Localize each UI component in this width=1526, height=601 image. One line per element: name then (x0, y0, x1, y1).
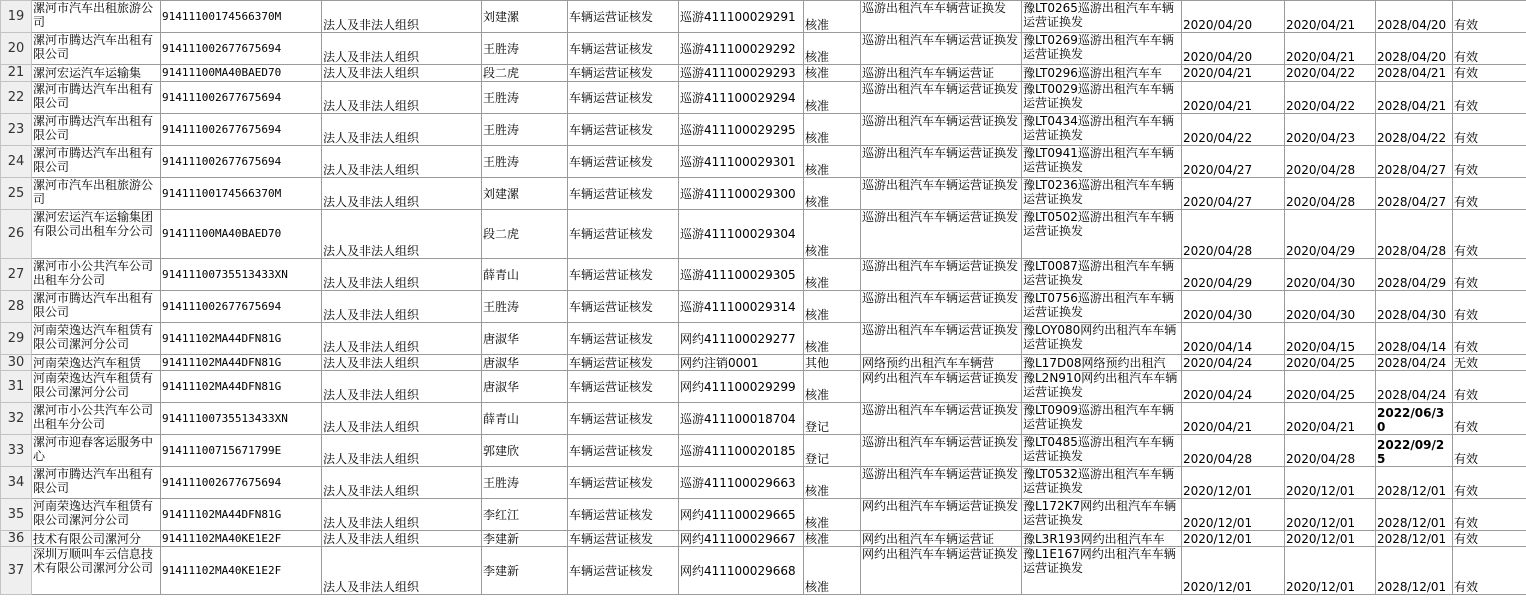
matter-cell[interactable]: 车辆运营证核发 (568, 114, 679, 146)
validity-cell[interactable]: 有效 (1453, 403, 1526, 435)
vehicle-cell[interactable]: 豫LT0485巡游出租汽车车辆运营证换发 (1022, 435, 1182, 467)
apply-date-cell[interactable]: 2020/12/01 (1182, 547, 1285, 595)
expiry-date-cell[interactable]: 2028/04/21 (1376, 65, 1453, 82)
matter-cell[interactable]: 车辆运营证核发 (568, 467, 679, 499)
row-header[interactable]: 35 (1, 499, 32, 531)
matter-cell[interactable]: 车辆运营证核发 (568, 435, 679, 467)
issue-date-cell[interactable]: 2020/04/22 (1285, 82, 1376, 114)
company-cell[interactable]: 漯河宏运汽车运输集 (32, 65, 161, 82)
matter-cell[interactable]: 车辆运营证核发 (568, 323, 679, 355)
apply-date-cell[interactable]: 2020/04/29 (1182, 259, 1285, 291)
status-cell[interactable]: 核准 (804, 371, 861, 403)
apply-date-cell[interactable]: 2020/12/01 (1182, 499, 1285, 531)
content-cell[interactable]: 网络预约出租汽车车辆营 (861, 355, 1022, 371)
org-type-cell[interactable]: 法人及非法人组织 (322, 291, 482, 323)
org-type-cell[interactable]: 法人及非法人组织 (322, 355, 482, 371)
license-no-cell[interactable]: 巡游411100029292 (679, 33, 804, 65)
legal-person-cell[interactable]: 王胜涛 (482, 114, 568, 146)
org-type-cell[interactable]: 法人及非法人组织 (322, 146, 482, 178)
apply-date-cell[interactable]: 2020/04/21 (1182, 403, 1285, 435)
row-header[interactable]: 23 (1, 114, 32, 146)
row-header[interactable]: 21 (1, 65, 32, 82)
status-cell[interactable]: 核准 (804, 291, 861, 323)
expiry-date-cell[interactable]: 2028/12/01 (1376, 531, 1453, 547)
legal-person-cell[interactable]: 李建新 (482, 547, 568, 595)
org-type-cell[interactable]: 法人及非法人组织 (322, 499, 482, 531)
apply-date-cell[interactable]: 2020/04/24 (1182, 371, 1285, 403)
company-cell[interactable]: 漯河市迎春客运服务中心 (32, 435, 161, 467)
company-cell[interactable]: 漯河市汽车出租旅游公司 (32, 178, 161, 210)
credit-code-cell[interactable]: 91411100MA40BAED70 (161, 65, 322, 82)
credit-code-cell[interactable]: 91411102MA40KE1E2F (161, 547, 322, 595)
company-cell[interactable]: 技术有限公司漯河分 (32, 531, 161, 547)
license-no-cell[interactable]: 网约411100029299 (679, 371, 804, 403)
validity-cell[interactable]: 有效 (1453, 114, 1526, 146)
vehicle-cell[interactable]: 豫LT0296巡游出租汽车车 (1022, 65, 1182, 82)
apply-date-cell[interactable]: 2020/04/14 (1182, 323, 1285, 355)
license-no-cell[interactable]: 巡游411100029295 (679, 114, 804, 146)
vehicle-cell[interactable]: 豫LT0909巡游出租汽车车辆运营证换发 (1022, 403, 1182, 435)
status-cell[interactable]: 核准 (804, 499, 861, 531)
validity-cell[interactable]: 有效 (1453, 323, 1526, 355)
content-cell[interactable]: 巡游出租汽车车辆运营证换发 (861, 210, 1022, 259)
org-type-cell[interactable]: 法人及非法人组织 (322, 65, 482, 82)
org-type-cell[interactable]: 法人及非法人组织 (322, 82, 482, 114)
license-no-cell[interactable]: 网约注销0001 (679, 355, 804, 371)
row-header[interactable]: 27 (1, 259, 32, 291)
validity-cell[interactable]: 有效 (1453, 371, 1526, 403)
issue-date-cell[interactable]: 2020/12/01 (1285, 531, 1376, 547)
company-cell[interactable]: 漯河市小公共汽车公司出租车分公司 (32, 259, 161, 291)
credit-code-cell[interactable]: 914111002677675694 (161, 146, 322, 178)
row-header[interactable]: 24 (1, 146, 32, 178)
content-cell[interactable]: 巡游出租汽车车辆运营证换发 (861, 435, 1022, 467)
issue-date-cell[interactable]: 2020/04/29 (1285, 210, 1376, 259)
apply-date-cell[interactable]: 2020/04/24 (1182, 355, 1285, 371)
content-cell[interactable]: 巡游出租汽车车辆运营证换发 (861, 323, 1022, 355)
vehicle-cell[interactable]: 豫L17D08网络预约出租汽 (1022, 355, 1182, 371)
apply-date-cell[interactable]: 2020/04/30 (1182, 291, 1285, 323)
validity-cell[interactable]: 有效 (1453, 146, 1526, 178)
validity-cell[interactable]: 有效 (1453, 435, 1526, 467)
credit-code-cell[interactable]: 91411100735513433XN (161, 259, 322, 291)
legal-person-cell[interactable]: 唐淑华 (482, 355, 568, 371)
validity-cell[interactable]: 有效 (1453, 82, 1526, 114)
validity-cell[interactable]: 有效 (1453, 178, 1526, 210)
expiry-date-cell[interactable]: 2028/04/21 (1376, 82, 1453, 114)
company-cell[interactable]: 漯河市腾达汽车出租有限公司 (32, 33, 161, 65)
content-cell[interactable]: 巡游出租汽车车辆运营证 (861, 65, 1022, 82)
company-cell[interactable]: 深圳万顺叫车云信息技术有限公司漯河分公司 (32, 547, 161, 595)
issue-date-cell[interactable]: 2020/04/23 (1285, 114, 1376, 146)
credit-code-cell[interactable]: 914111002677675694 (161, 82, 322, 114)
org-type-cell[interactable]: 法人及非法人组织 (322, 467, 482, 499)
license-no-cell[interactable]: 网约411100029665 (679, 499, 804, 531)
issue-date-cell[interactable]: 2020/04/28 (1285, 178, 1376, 210)
status-cell[interactable]: 核准 (804, 1, 861, 33)
vehicle-cell[interactable]: 豫LT0029巡游出租汽车车辆运营证换发 (1022, 82, 1182, 114)
issue-date-cell[interactable]: 2020/04/25 (1285, 355, 1376, 371)
license-no-cell[interactable]: 巡游411100029301 (679, 146, 804, 178)
apply-date-cell[interactable]: 2020/04/21 (1182, 65, 1285, 82)
org-type-cell[interactable]: 法人及非法人组织 (322, 33, 482, 65)
row-header[interactable]: 19 (1, 1, 32, 33)
license-no-cell[interactable]: 巡游411100029663 (679, 467, 804, 499)
license-no-cell[interactable]: 巡游411100029293 (679, 65, 804, 82)
legal-person-cell[interactable]: 薛青山 (482, 259, 568, 291)
legal-person-cell[interactable]: 王胜涛 (482, 467, 568, 499)
company-cell[interactable]: 漯河市腾达汽车出租有限公司 (32, 82, 161, 114)
expiry-date-cell[interactable]: 2022/06/30 (1376, 403, 1453, 435)
org-type-cell[interactable]: 法人及非法人组织 (322, 114, 482, 146)
license-no-cell[interactable]: 巡游411100029304 (679, 210, 804, 259)
content-cell[interactable]: 巡游出租汽车车辆运营证换发 (861, 291, 1022, 323)
license-no-cell[interactable]: 巡游411100029300 (679, 178, 804, 210)
row-header[interactable]: 20 (1, 33, 32, 65)
table-row (1, 114, 1526, 146)
apply-date-cell[interactable]: 2020/04/21 (1182, 82, 1285, 114)
table-row (1, 371, 1526, 403)
vehicle-cell[interactable]: 豫L2N910网约出租汽车车辆运营证换发 (1022, 371, 1182, 403)
company-cell[interactable]: 漯河宏运汽车运输集团有限公司出租车分公司 (32, 210, 161, 259)
validity-cell[interactable]: 有效 (1453, 210, 1526, 259)
company-cell[interactable]: 漯河市腾达汽车出租有限公司 (32, 114, 161, 146)
legal-person-cell[interactable]: 王胜涛 (482, 33, 568, 65)
issue-date-cell[interactable]: 2020/04/30 (1285, 259, 1376, 291)
table-row (1, 499, 1526, 531)
org-type-cell[interactable]: 法人及非法人组织 (322, 1, 482, 33)
matter-cell[interactable]: 车辆运营证核发 (568, 178, 679, 210)
content-cell[interactable]: 巡游出租汽车车辆营证换发 (861, 1, 1022, 33)
legal-person-cell[interactable]: 李红江 (482, 499, 568, 531)
vehicle-cell[interactable]: 豫LT0265巡游出租汽车车辆运营证换发 (1022, 1, 1182, 33)
matter-cell[interactable]: 车辆运营证核发 (568, 146, 679, 178)
status-cell[interactable]: 核准 (804, 82, 861, 114)
table-row (1, 547, 1526, 595)
table-row (1, 65, 1526, 82)
expiry-date-cell[interactable]: 2028/04/27 (1376, 178, 1453, 210)
content-cell[interactable]: 巡游出租汽车车辆运营证换发 (861, 33, 1022, 65)
company-cell[interactable]: 漯河市腾达汽车出租有限公司 (32, 291, 161, 323)
issue-date-cell[interactable]: 2020/12/01 (1285, 467, 1376, 499)
row-header[interactable]: 33 (1, 435, 32, 467)
table-row (1, 178, 1526, 210)
org-type-cell[interactable]: 法人及非法人组织 (322, 178, 482, 210)
matter-cell[interactable]: 车辆运营证核发 (568, 259, 679, 291)
license-no-cell[interactable]: 网约411100029667 (679, 531, 804, 547)
legal-person-cell[interactable]: 刘建漯 (482, 1, 568, 33)
credit-code-cell[interactable]: 914111002677675694 (161, 114, 322, 146)
license-no-cell[interactable]: 巡游411100020185 (679, 435, 804, 467)
credit-code-cell[interactable]: 91411100174566370M (161, 1, 322, 33)
credit-code-cell[interactable]: 91411100174566370M (161, 178, 322, 210)
content-cell[interactable]: 网约出租汽车车辆运营证换发 (861, 547, 1022, 595)
validity-cell[interactable]: 有效 (1453, 33, 1526, 65)
status-cell[interactable]: 核准 (804, 65, 861, 82)
issue-date-cell[interactable]: 2020/04/15 (1285, 323, 1376, 355)
status-cell[interactable]: 核准 (804, 146, 861, 178)
issue-date-cell[interactable]: 2020/04/21 (1285, 403, 1376, 435)
company-cell[interactable]: 河南荣逸达汽车租赁有限公司漯河分公司 (32, 323, 161, 355)
apply-date-cell[interactable]: 2020/12/01 (1182, 467, 1285, 499)
legal-person-cell[interactable]: 唐淑华 (482, 323, 568, 355)
content-cell[interactable]: 网约出租汽车车辆运营证换发 (861, 371, 1022, 403)
vehicle-cell[interactable]: 豫L172K7网约出租汽车车辆运营证换发 (1022, 499, 1182, 531)
status-cell[interactable]: 核准 (804, 178, 861, 210)
org-type-cell[interactable]: 法人及非法人组织 (322, 531, 482, 547)
vehicle-cell[interactable]: 豫LOY080网约出租汽车车辆运营证换发 (1022, 323, 1182, 355)
apply-date-cell[interactable]: 2020/04/28 (1182, 210, 1285, 259)
license-no-cell[interactable]: 巡游411100029291 (679, 1, 804, 33)
license-no-cell[interactable]: 网约411100029277 (679, 323, 804, 355)
table-row (1, 531, 1526, 547)
table-row (1, 82, 1526, 114)
table-row (1, 467, 1526, 499)
status-cell[interactable]: 核准 (804, 33, 861, 65)
expiry-date-cell[interactable]: 2028/12/01 (1376, 467, 1453, 499)
status-cell[interactable]: 核准 (804, 547, 861, 595)
table-row (1, 403, 1526, 435)
credit-code-cell[interactable]: 91411102MA44DFN81G (161, 355, 322, 371)
legal-person-cell[interactable]: 王胜涛 (482, 146, 568, 178)
expiry-date-cell[interactable]: 2028/04/28 (1376, 210, 1453, 259)
row-header[interactable]: 32 (1, 403, 32, 435)
content-cell[interactable]: 巡游出租汽车车辆运营证换发 (861, 178, 1022, 210)
row-header[interactable]: 28 (1, 291, 32, 323)
org-type-cell[interactable]: 法人及非法人组织 (322, 371, 482, 403)
validity-cell[interactable]: 有效 (1453, 499, 1526, 531)
matter-cell[interactable]: 车辆运营证核发 (568, 291, 679, 323)
org-type-cell[interactable]: 法人及非法人组织 (322, 403, 482, 435)
matter-cell[interactable]: 车辆运营证核发 (568, 531, 679, 547)
issue-date-cell[interactable]: 2020/04/30 (1285, 291, 1376, 323)
vehicle-cell[interactable]: 豫LT0434巡游出租汽车车辆运营证换发 (1022, 114, 1182, 146)
expiry-date-cell[interactable]: 2028/04/29 (1376, 259, 1453, 291)
table-row (1, 259, 1526, 291)
validity-cell[interactable]: 有效 (1453, 467, 1526, 499)
matter-cell[interactable]: 车辆运营证核发 (568, 547, 679, 595)
vehicle-cell[interactable]: 豫LT0756巡游出租汽车车辆运营证换发 (1022, 291, 1182, 323)
legal-person-cell[interactable]: 段二虎 (482, 65, 568, 82)
company-cell[interactable]: 河南荣逸达汽车租赁有限公司漯河分公司 (32, 499, 161, 531)
expiry-date-cell[interactable]: 2028/04/30 (1376, 291, 1453, 323)
matter-cell[interactable]: 车辆运营证核发 (568, 33, 679, 65)
table-row (1, 33, 1526, 65)
org-type-cell[interactable]: 法人及非法人组织 (322, 323, 482, 355)
org-type-cell[interactable]: 法人及非法人组织 (322, 547, 482, 595)
credit-code-cell[interactable]: 91411102MA44DFN81G (161, 323, 322, 355)
validity-cell[interactable]: 有效 (1453, 291, 1526, 323)
apply-date-cell[interactable]: 2020/12/01 (1182, 531, 1285, 547)
expiry-date-cell[interactable]: 2028/04/20 (1376, 1, 1453, 33)
expiry-date-cell[interactable]: 2028/04/20 (1376, 33, 1453, 65)
issue-date-cell[interactable]: 2020/12/01 (1285, 499, 1376, 531)
row-header[interactable]: 31 (1, 371, 32, 403)
issue-date-cell[interactable]: 2020/04/21 (1285, 33, 1376, 65)
expiry-date-cell[interactable]: 2028/12/01 (1376, 499, 1453, 531)
license-no-cell[interactable]: 巡游411100029305 (679, 259, 804, 291)
table-row (1, 435, 1526, 467)
content-cell[interactable]: 巡游出租汽车车辆运营证换发 (861, 467, 1022, 499)
row-header[interactable]: 22 (1, 82, 32, 114)
matter-cell[interactable]: 车辆运营证核发 (568, 355, 679, 371)
status-cell[interactable]: 登记 (804, 435, 861, 467)
apply-date-cell[interactable]: 2020/04/22 (1182, 114, 1285, 146)
content-cell[interactable]: 巡游出租汽车车辆运营证换发 (861, 82, 1022, 114)
vehicle-cell[interactable]: 豫LT0236巡游出租汽车车辆运营证换发 (1022, 178, 1182, 210)
status-cell[interactable]: 核准 (804, 210, 861, 259)
legal-person-cell[interactable]: 唐淑华 (482, 371, 568, 403)
org-type-cell[interactable]: 法人及非法人组织 (322, 210, 482, 259)
content-cell[interactable]: 巡游出租汽车车辆运营证换发 (861, 403, 1022, 435)
vehicle-cell[interactable]: 豫L3R193网约出租汽车车 (1022, 531, 1182, 547)
content-cell[interactable]: 巡游出租汽车车辆运营证换发 (861, 114, 1022, 146)
expiry-date-cell[interactable]: 2028/04/14 (1376, 323, 1453, 355)
credit-code-cell[interactable]: 914111002677675694 (161, 291, 322, 323)
issue-date-cell[interactable]: 2020/04/28 (1285, 435, 1376, 467)
status-cell[interactable]: 其他 (804, 355, 861, 371)
company-cell[interactable]: 漯河市小公共汽车公司出租车分公司 (32, 403, 161, 435)
apply-date-cell[interactable]: 2020/04/27 (1182, 146, 1285, 178)
company-cell[interactable]: 河南荣逸达汽车租赁 (32, 355, 161, 371)
validity-cell[interactable]: 有效 (1453, 1, 1526, 33)
issue-date-cell[interactable]: 2020/04/25 (1285, 371, 1376, 403)
matter-cell[interactable]: 车辆运营证核发 (568, 210, 679, 259)
table-row (1, 355, 1526, 371)
expiry-date-cell[interactable]: 2028/04/27 (1376, 146, 1453, 178)
license-no-cell[interactable]: 网约411100029668 (679, 547, 804, 595)
vehicle-cell[interactable]: 豫LT0532巡游出租汽车车辆运营证换发 (1022, 467, 1182, 499)
vehicle-cell[interactable]: 豫LT0941巡游出租汽车车辆运营证换发 (1022, 146, 1182, 178)
credit-code-cell[interactable]: 91411102MA44DFN81G (161, 371, 322, 403)
row-header[interactable]: 29 (1, 323, 32, 355)
table-row (1, 210, 1526, 259)
apply-date-cell[interactable]: 2020/04/20 (1182, 1, 1285, 33)
issue-date-cell[interactable]: 2020/04/22 (1285, 65, 1376, 82)
matter-cell[interactable]: 车辆运营证核发 (568, 82, 679, 114)
expiry-date-cell[interactable]: 2022/09/25 (1376, 435, 1453, 467)
apply-date-cell[interactable]: 2020/04/28 (1182, 435, 1285, 467)
legal-person-cell[interactable]: 郭建欣 (482, 435, 568, 467)
status-cell[interactable]: 核准 (804, 531, 861, 547)
row-header[interactable]: 30 (1, 355, 32, 371)
issue-date-cell[interactable]: 2020/04/28 (1285, 146, 1376, 178)
content-cell[interactable]: 巡游出租汽车车辆运营证换发 (861, 259, 1022, 291)
vehicle-cell[interactable]: 豫LT0502巡游出租汽车车辆运营证换发 (1022, 210, 1182, 259)
vehicle-cell[interactable]: 豫L1E167网约出租汽车车辆运营证换发 (1022, 547, 1182, 595)
validity-cell[interactable]: 有效 (1453, 531, 1526, 547)
apply-date-cell[interactable]: 2020/04/27 (1182, 178, 1285, 210)
table-row (1, 323, 1526, 355)
company-cell[interactable]: 漯河市汽车出租旅游公司 (32, 1, 161, 33)
license-no-cell[interactable]: 巡游411100029294 (679, 82, 804, 114)
status-cell[interactable]: 核准 (804, 467, 861, 499)
expiry-date-cell[interactable]: 2028/04/22 (1376, 114, 1453, 146)
table-row (1, 146, 1526, 178)
legal-person-cell[interactable]: 刘建漯 (482, 178, 568, 210)
matter-cell[interactable]: 车辆运营证核发 (568, 1, 679, 33)
row-header[interactable]: 25 (1, 178, 32, 210)
issue-date-cell[interactable]: 2020/04/21 (1285, 1, 1376, 33)
legal-person-cell[interactable]: 薛青山 (482, 403, 568, 435)
content-cell[interactable]: 巡游出租汽车车辆运营证换发 (861, 146, 1022, 178)
status-cell[interactable]: 登记 (804, 403, 861, 435)
legal-person-cell[interactable]: 段二虎 (482, 210, 568, 259)
matter-cell[interactable]: 车辆运营证核发 (568, 65, 679, 82)
validity-cell[interactable]: 有效 (1453, 259, 1526, 291)
credit-code-cell[interactable]: 91411102MA40KE1E2F (161, 531, 322, 547)
row-header[interactable]: 26 (1, 210, 32, 259)
credit-code-cell[interactable]: 91411102MA44DFN81G (161, 499, 322, 531)
vehicle-cell[interactable]: 豫LT0269巡游出租汽车车辆运营证换发 (1022, 33, 1182, 65)
license-no-cell[interactable]: 巡游411100029314 (679, 291, 804, 323)
org-type-cell[interactable]: 法人及非法人组织 (322, 259, 482, 291)
legal-person-cell[interactable]: 王胜涛 (482, 291, 568, 323)
status-cell[interactable]: 核准 (804, 114, 861, 146)
table-row (1, 1, 1526, 33)
company-cell[interactable]: 漯河市腾达汽车出租有限公司 (32, 146, 161, 178)
issue-date-cell[interactable]: 2020/12/01 (1285, 547, 1376, 595)
credit-code-cell[interactable]: 914111002677675694 (161, 467, 322, 499)
table-row (1, 291, 1526, 323)
legal-person-cell[interactable]: 王胜涛 (482, 82, 568, 114)
credit-code-cell[interactable]: 91411100715671799E (161, 435, 322, 467)
org-type-cell[interactable]: 法人及非法人组织 (322, 435, 482, 467)
matter-cell[interactable]: 车辆运营证核发 (568, 403, 679, 435)
expiry-date-cell[interactable]: 2028/04/24 (1376, 355, 1453, 371)
expiry-date-cell[interactable]: 2028/04/24 (1376, 371, 1453, 403)
legal-person-cell[interactable]: 李建新 (482, 531, 568, 547)
apply-date-cell[interactable]: 2020/04/20 (1182, 33, 1285, 65)
status-cell[interactable]: 核准 (804, 259, 861, 291)
validity-cell[interactable]: 有效 (1453, 65, 1526, 82)
row-header[interactable]: 34 (1, 467, 32, 499)
matter-cell[interactable]: 车辆运营证核发 (568, 371, 679, 403)
validity-cell[interactable]: 有效 (1453, 547, 1526, 595)
company-cell[interactable]: 河南荣逸达汽车租赁有限公司漯河分公司 (32, 371, 161, 403)
validity-cell[interactable]: 无效 (1453, 355, 1526, 371)
credit-code-cell[interactable]: 91411100735513433XN (161, 403, 322, 435)
expiry-date-cell[interactable]: 2028/12/01 (1376, 547, 1453, 595)
credit-code-cell[interactable]: 914111002677675694 (161, 33, 322, 65)
matter-cell[interactable]: 车辆运营证核发 (568, 499, 679, 531)
row-header[interactable]: 36 (1, 531, 32, 547)
license-no-cell[interactable]: 巡游411100018704 (679, 403, 804, 435)
content-cell[interactable]: 网约出租汽车车辆运营证换发 (861, 499, 1022, 531)
vehicle-cell[interactable]: 豫LT0087巡游出租汽车车辆运营证换发 (1022, 259, 1182, 291)
status-cell[interactable]: 核准 (804, 323, 861, 355)
content-cell[interactable]: 网约出租汽车车辆运营证 (861, 531, 1022, 547)
row-header[interactable]: 37 (1, 547, 32, 595)
company-cell[interactable]: 漯河市腾达汽车出租有限公司 (32, 467, 161, 499)
credit-code-cell[interactable]: 91411100MA40BAED70 (161, 210, 322, 259)
